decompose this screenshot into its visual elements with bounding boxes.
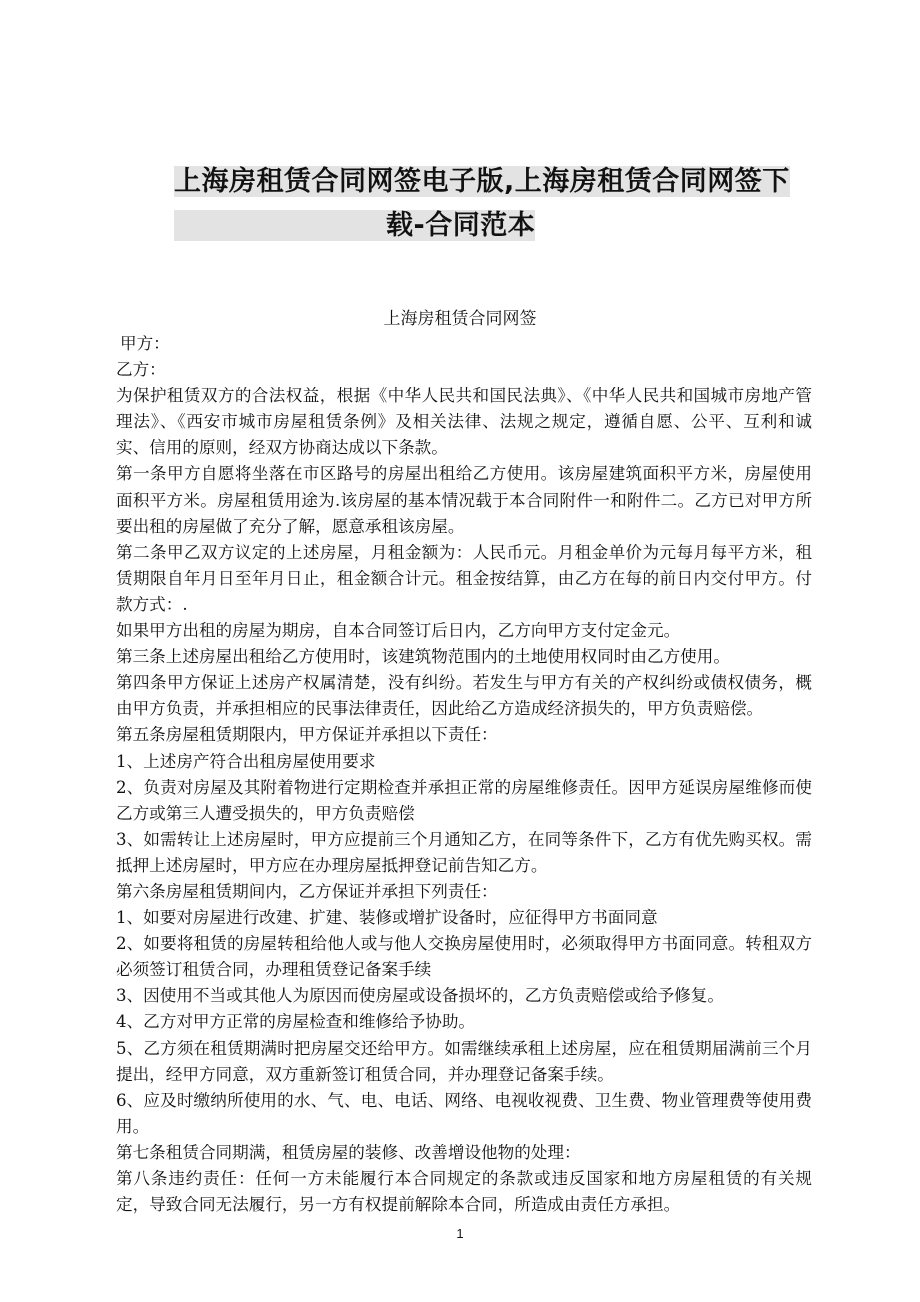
article-5-item-2: 2、负责对房屋及其附着物进行定期检查并承担正常的房屋维修责任。因甲方延误房屋维修而使乙方或第三人遭受损失的，甲方负责赔偿: [116, 777, 812, 823]
contract-subtitle: 上海房租赁合同网签: [383, 309, 537, 329]
article-3: 第三条上述房屋出租给乙方使用时，该建筑物范围内的土地使用权同时由乙方使用。: [116, 647, 730, 667]
deposit-clause: 如果甲方出租的房屋为期房，自本合同签订后日内，乙方向甲方支付定金元。: [116, 621, 681, 641]
article-6-item-2: 2、如要将租赁的房屋转租给他人或与他人交换房屋使用时，必须取得甲方书面同意。转租双方必须签订租赁合同，办理租赁登记备案手续: [116, 934, 812, 980]
article-2: 第二条甲乙双方议定的上述房屋，月租金额为：人民币元。月租金单价为元每月每平方米，租赁期限自年月日至年月日止，租金额合计元。租金按结算，由乙方在每的前日内交付甲方。付款方式：.: [116, 542, 812, 614]
title-line-1: 上海房租赁合同网签电子版,上海房租赁合同网签下: [174, 166, 790, 197]
article-5-item-1: 1、上述房产符合出租房屋使用要求: [116, 751, 376, 771]
article-5: 第五条房屋租赁期限内，甲方保证并承担以下责任：: [116, 725, 498, 745]
page-number: 1: [456, 1226, 464, 1241]
article-6: 第六条房屋租赁期间内，乙方保证并承担下列责任：: [116, 881, 498, 901]
title-line-2: 载-合同范本: [386, 210, 536, 241]
party-b-line: 乙方：: [116, 360, 166, 380]
article-4: 第四条甲方保证上述房产权属清楚，没有纠纷。若发生与甲方有关的产权纠纷或债权债务，概由甲方负责，并承担相应的民事法律责任，因此给乙方造成经济损失的，甲方负责赔偿。: [116, 673, 812, 719]
article-5-item-3: 3、如需转让上述房屋时，甲方应提前三个月通知乙方，在同等条件下，乙方有优先购买权。需抵押上述房屋时，甲方应在办理房屋抵押登记前告知乙方。: [116, 829, 812, 875]
contract-body: [116, 331, 812, 1218]
article-6-item-1: 1、如要对房屋进行改建、扩建、装修或增扩设备时，应征得甲方书面同意: [116, 908, 658, 928]
article-7: 第七条租赁合同期满，租赁房屋的装修、改善增设他物的处理：: [116, 1142, 581, 1162]
article-6-item-4: 4、乙方对甲方正常的房屋检查和维修给予协助。: [116, 1012, 476, 1032]
document-title: [174, 160, 814, 248]
article-6-item-6: 6、应及时缴纳所使用的水、气、电、电话、网络、电视收视费、卫生费、物业管理费等使用费用。: [116, 1090, 812, 1136]
article-6-item-3: 3、因使用不当或其他人为原因而使房屋或设备损坏的，乙方负责赔偿或给予修复。: [116, 986, 724, 1006]
party-a-line: 甲方：: [120, 334, 170, 353]
article-6-item-5: 5、乙方须在租赁期满时把房屋交还给甲方。如需继续承租上述房屋，应在租赁期届满前三个月提出，经甲方同意，双方重新签订租赁合同，并办理登记备案手续。: [116, 1038, 812, 1084]
preamble-paragraph: 为保护租赁双方的合法权益，根据《中华人民共和国民法典》、《中华人民共和国城市房地产管理法》、《西安市城市房屋租赁条例》及相关法律、法规之规定，遵循自愿、公平、互利和诚实、信用的原则，经双方协商达成以下条款。: [116, 386, 812, 458]
article-8: 第八条违约责任：任何一方未能履行本合同规定的条款或违反国家和地方房屋租赁的有关规定，导致合同无法履行，另一方有权提前解除本合同，所造成由责任方承担。: [116, 1169, 812, 1215]
article-1: 第一条甲方自愿将坐落在市区路号的房屋出租给乙方使用。该房屋建筑面积平方米，房屋使用面积平方米。房屋租赁用途为.该房屋的基本情况载于本合同附件一和附件二。乙方已对甲方所要出租的房屋做了充分了解，愿意承租该房屋。: [116, 464, 812, 536]
